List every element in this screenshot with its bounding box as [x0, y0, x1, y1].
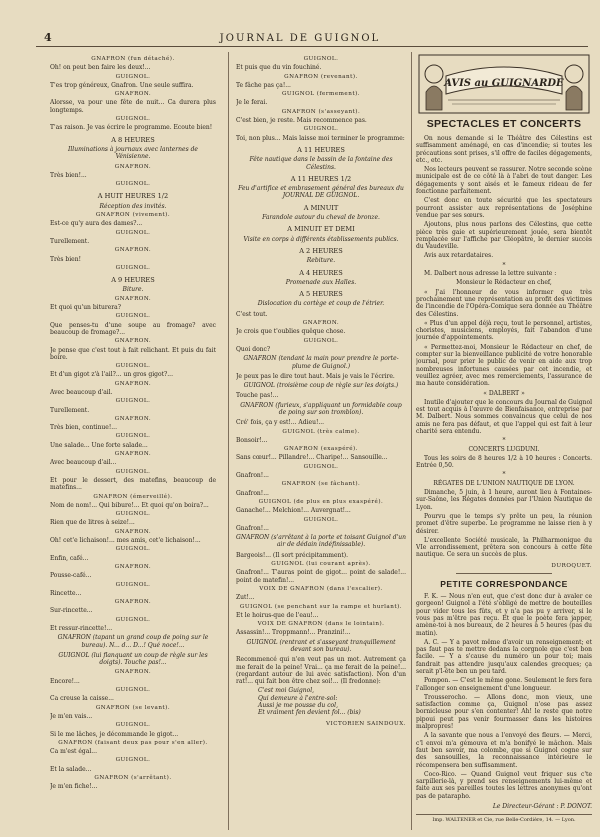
dialogue-line: Gnafron!...: [236, 524, 269, 532]
time-heading: A 8 HEURES: [111, 135, 155, 144]
correspondance-entry: Trousserocho. — Allons donc, mon vieux, une satisfaction comme ça, Guignol n'ose pas assez bornicleuse pour s'en contenter! Ah! le reste que notre pipoui peut pas venir fourmasser dans les histoires malpropres!: [416, 693, 592, 731]
dialogue-line: Très bien!...: [50, 171, 87, 179]
speaker-label: GNAFRON.: [302, 320, 340, 327]
dialogue-line: Assassin!... Troppmann!... Pranzini!...: [236, 629, 351, 637]
stage-direction: Dislocation du cortège et coup de l'étrier.: [257, 300, 385, 308]
dialogue-line: Et le hoirus-que de l'eau!...: [236, 611, 319, 619]
time-heading: A 2 HEURES: [299, 246, 343, 255]
column-right: [416, 54, 592, 834]
stage-direction: GUIGNOL (troisième coup de règle sur les doigts.): [243, 382, 399, 390]
time-heading: A 4 HEURES: [299, 268, 343, 277]
correspondance-entry: A la savante que nous a l'envoyé des fleurs. — Merci, c'l envoi m'a gémouva et m'a bonifyé le mâchon. Mais faut ben savoir, ma colombe, que si Guignol cogne sur des sansouilles, la reconnaissance intérieure le récompensera ben suffisamment.: [416, 732, 592, 769]
time-heading: A 5 HEURES: [299, 290, 343, 299]
letter-paragraph: « J'ai l'honneur de vous informer que très prochainement une représentation au profit des victimes de l'incendie de l'Opéra-Comique sera donnée au Théâtre des Célestins.: [416, 288, 592, 318]
speaker-label: GNAFRON.: [114, 528, 152, 535]
speaker-label: GUIGNOL.: [115, 313, 151, 320]
speaker-label: GUIGNOL.: [303, 463, 339, 470]
dialogue-line: Et ressur-rincette!...: [50, 625, 113, 632]
speaker-label: GUIGNOL.: [115, 581, 151, 588]
separator-stars: *: [502, 437, 506, 445]
spectacles-paragraph: Nos lecteurs peuvent se rassurer. Notre seconde scène municipale est de ce côté là à l'abri de tout danger. Les dégagements y sont aisés et le fameux rideau de fer fonctionne parfaitement.: [416, 166, 592, 196]
speaker-label: GNAFRON.: [114, 380, 152, 387]
stage-direction: GNAFRON (s'arrêtant à la porte et toisant Guignol d'un air de dédain indéfinissable).: [236, 534, 406, 549]
dialogue-line: Rien que de litres à seize!...: [50, 519, 135, 527]
banner-text: AVIS au GUIGNARDE: [444, 78, 564, 89]
dialogue-line: Très bien, continue!...: [50, 424, 117, 432]
concerts-title: CONCERTS LUGDUNI.: [468, 445, 540, 453]
time-heading: A 11 HEURES 1/2: [290, 174, 352, 183]
dialogue-line: Bonsoir!...: [236, 436, 268, 444]
speaker-label: GNAFRON (faisant deux pas pour s'en aller).: [58, 739, 208, 746]
speaker-label: GUIGNOL (de plus en plus exaspéré).: [258, 498, 384, 505]
dialogue-line: Est-ce qu'y aura des dames?...: [50, 220, 143, 228]
correspondance-entry: A. C. — Y a pavot même d'avoir un renseignement; et pas faut pas te mettre dedans la corgnole que c'est bon facile. — Y a s'cause du numéro un pour toi; mais fandrait pas attendre jusqu'aux calendes grecques; ça serait p'l-ête ben un peu tard.: [416, 638, 592, 675]
stage-direction: GUIGNOL (rentrant et s'asseyant tranquillement devant son bureau).: [246, 638, 396, 653]
speaker-label: GUIGNOL.: [115, 468, 151, 475]
speaker-label: GUIGNOL.: [115, 687, 151, 694]
column-middle: [236, 54, 406, 834]
correspondance-entry: F. K. — Nous n'en eut, que c'est donc dur à avaler ce gorgeon! Guignol a l'été s'obligé de mettre de bouteilles pour vider tous les fûts, et y n'a pas pu y arriver, si le vous pas m'être pas reçu. Et que le poète fera japper, amène-toi à nos bureaux, de 2 heures à 5 heures (pas du matin).: [416, 593, 592, 637]
column-left: [50, 54, 216, 834]
speaker-label: GUIGNOL.: [115, 757, 151, 764]
program-item: Réception des invités.: [99, 202, 167, 210]
dialogue-line: Et la salade...: [50, 765, 92, 773]
dialogue-line: Pousse-café...: [50, 572, 92, 580]
speaker-label: GUIGNOL (très calme).: [282, 428, 360, 435]
dialogue-line: Oh! cet'e lichaison!... mes amis, cet'e lichaison!...: [50, 537, 201, 545]
dialogue-line: Je pense que c'est tout à fait relichant. Et puis du fait boire.: [50, 346, 216, 361]
speaker-label: GUIGNOL.: [303, 56, 339, 62]
dialogue-line: C'est tout.: [236, 310, 268, 318]
speaker-label: GNAFRON (s'arrêtant).: [94, 775, 172, 782]
regates-title: RÉGATES DE L'UNION NAUTIQUE DE LYON.: [433, 479, 575, 487]
dialogue-line: Je peux pas le dire tout haut. Mais je vais le l'écrire.: [236, 372, 395, 380]
dialogue-line: Ganache!... Melchion!... Auvergnat!...: [236, 507, 351, 515]
speaker-label: GNAFRON.: [114, 247, 152, 254]
correspondance-heading: PETITE CORRESPONDANCE: [440, 579, 568, 590]
program-item: Biture.: [122, 286, 144, 294]
dialogue-line: Très bien!: [50, 255, 81, 263]
dialogue-line: Je le ferai.: [236, 99, 268, 107]
dialogue-line: Oh! on peut ben faire les deux!...: [50, 64, 151, 72]
speaker-label: GUIGNOL.: [115, 546, 151, 553]
dialogue-line: Cré' fois, ça y est!... Adieu!...: [236, 419, 325, 427]
dialogue-line: Et puis que du vin fouchiné.: [236, 64, 322, 72]
separator-stars: *: [502, 471, 506, 479]
time-heading: A 11 HEURES: [297, 145, 345, 154]
letter-paragraph: « Plus d'un appel déjà reçu, tout le personnel, artistes, choristes, musiciens, employés, fait l'abandon d'une journée d'appointements.: [416, 319, 592, 342]
dialogue-line: Je m'en fiche!...: [50, 783, 98, 791]
speaker-label: GUIGNOL (fermement).: [281, 91, 361, 98]
dialogue-line: Je crois que t'oublies quêque chose.: [236, 328, 346, 336]
page-number: 4: [44, 31, 52, 44]
section-rule: [456, 573, 552, 574]
stage-direction: Rebiture.: [306, 257, 336, 265]
speaker-label: GNAFRON (revenant).: [284, 73, 358, 80]
dialogue-line: Et pour le dessert, des matefins, beaucoup de matefins...: [50, 476, 216, 492]
dialogue-line: Ca m'est égal...: [50, 748, 97, 756]
dialogue-line: C'est bien, je reste. Mais recommence pas.: [236, 117, 367, 125]
speaker-label: GNAFRON (s'asseyant).: [281, 108, 361, 115]
verse-line: Qui demeure à l'entre-sol:: [258, 694, 338, 702]
speaker-label: GUIGNOL.: [115, 722, 151, 729]
stage-direction: Illuminations à journaux avec lanternes de Vénisienne.: [68, 145, 198, 161]
speaker-label: GUIGNOL.: [115, 433, 151, 440]
speaker-label: GNAFRON.: [114, 669, 152, 676]
column-divider: [411, 52, 412, 830]
song-verse: [236, 687, 406, 716]
stage-direction: GUIGNOL (lui flanquant un coup de règle sur les doigts). Touche pas!...: [58, 651, 208, 667]
dialogue-line: Enfin, café...: [50, 554, 89, 562]
regates-paragraph: Dimanche, 5 juin, à 1 heure, auront lieu à Fontaines-sur-Saône, les Régates données par l'Union Nautique de Lyon.: [416, 489, 592, 511]
speaker-label: GUIGNOL.: [115, 264, 151, 271]
dialogue-line: Nom de nom!... Qui bibure!... Et quoi qu'on boira?...: [50, 501, 209, 509]
letter-signature: « DALBERT »: [483, 389, 525, 397]
dialogue-line: Je m'en vais...: [50, 712, 93, 720]
author-signature: VICTORIEN SAINDOUX.: [325, 720, 406, 727]
dialogue-line: Toi, non plus... Mais laisse moi terminer le programme:: [236, 134, 405, 142]
dialogue-line: Avec beaucoup d'ail.: [50, 388, 113, 396]
speaker-label: GUIGNOL.: [115, 181, 151, 188]
verse-line: Aussi je me pousse du col,: [258, 702, 338, 710]
speaker-label: GNAFRON.: [114, 338, 152, 345]
speaker-label: GNAFRON.: [114, 415, 152, 422]
speaker-label: GNAFRON.: [114, 163, 152, 170]
speaker-label: GUIGNOL.: [303, 516, 339, 523]
note-paragraph: Inutile d'ajouter que le concours du Journal de Guignol est tout acquis à l'œuvre de Bienfaisance, entreprise par M. Dalbert. Nous sommes convaincus que celui de nos amis ne fera pas défaut, et que l'appel qui est fait à leur charité sera entendu.: [416, 398, 592, 435]
dialogue-line: Zut!...: [236, 594, 255, 602]
stage-direction: Visite en corps à différents établissements publics.: [243, 235, 399, 243]
regates-paragraph: L'excellente Société musicale, la Philharmonique du VIe arrondissement, prêtera son concours à cette fête nautique. Ce sera un succès de plus.: [416, 536, 592, 559]
avis-banner-illustration: [418, 54, 590, 114]
spectacles-heading: SPECTACLES ET CONCERTS: [426, 118, 582, 130]
gerant-signature: Le Directeur-Gérant : P. DONOT.: [492, 803, 592, 811]
speaker-label: GUIGNOL.: [115, 116, 151, 123]
speaker-label: GNAFRON (se levant).: [95, 704, 171, 711]
speaker-label: GNAFRON (fun détaché).: [91, 56, 175, 62]
letter-paragraph: « Permettez-moi, Monsieur le Rédacteur en chef, de compter sur la bienveillance publicité de votre honorable journal, pour prier le public de venir en aide aux trop nombreuses infortunes causées par cet incendie, et veuillez agréer, avec mes remerciements, l'assurance de ma haute considération.: [416, 343, 592, 388]
dialogue-line: Avec beaucoup d'ail...: [50, 459, 117, 467]
dialogue-line: Ca creuse la caisse...: [50, 695, 114, 703]
stage-direction: GNAFRON (tendant la main pour prendre le porte-plume de Guignol.): [243, 355, 399, 370]
stage-direction: GNAFRON (furieux, s'appliquant un formidable coup de poing sur son tromblon).: [240, 401, 402, 416]
separator-stars: *: [502, 261, 506, 269]
speaker-label: GNAFRON (exaspéré).: [284, 446, 358, 453]
time-heading: A MINUIT ET DEMI: [287, 225, 355, 234]
dialogue-line: Alorsse, va pour une fête de nuit... Ca durera plus longtemps.: [50, 99, 216, 114]
dialogue-line: Gnafron!...: [236, 489, 269, 497]
letter-salutation: Monsieur le Rédacteur en chef,: [456, 279, 552, 287]
time-heading: A MINUIT: [303, 203, 339, 212]
speaker-label: GUIGNOL.: [115, 398, 151, 405]
dialogue-line: Et quoi qu'un biturera?: [50, 304, 121, 312]
time-heading: A 9 HEURES: [111, 276, 155, 285]
correspondance-entry: Pompon. — C'est le même gone. Seulement le fers fera l'allonger son enseignement d'une longueur.: [416, 677, 592, 692]
speaker-label: GNAFRON (émerveillé).: [93, 493, 173, 500]
page-header: [0, 0, 600, 44]
dialogue-line: Touche pas!...: [236, 392, 279, 400]
dialogue-line: T'as raison. Je vas écrire le programme. Ecoute bien!: [50, 124, 213, 132]
dialogue-line: Turellement.: [50, 237, 90, 245]
speaker-label: VOIX DE GNAFRON (dans le lointain).: [257, 621, 385, 628]
spectacles-paragraph: C'est donc en toute sécurité que les spectateurs pourront assister aux représentations de Joséphine vendue par ses sœurs.: [416, 197, 592, 219]
speaker-label: GNAFRON.: [114, 295, 152, 302]
speaker-label: GUIGNOL.: [115, 616, 151, 623]
dialogue-line: Te fâche pas ça!...: [236, 81, 291, 89]
duroquet-signature: DUROQUET.: [551, 562, 592, 569]
correspondance-entry: Coco-Rico. — Quand Guignol veut friquer sus c'te sarpillerie-là, y prend ses renseignements lui-même et faite aux ses pareilles toutes les lettres anonymes qu'ont pas de patarapho.: [416, 770, 592, 800]
speaker-label: GUIGNOL.: [303, 126, 339, 133]
dialogue-line: Bargeois!... (Il sort précipitamment).: [236, 551, 349, 559]
stage-direction: Fête nautique dans le bassin de la fontaine des Célestins.: [249, 156, 393, 171]
dialogue-line: Si le me lâches, je décommande le gigot...: [50, 730, 179, 738]
spectacles-paragraph: On nous demande si le Théâtre des Célestins est suffisamment aménagé, en cas d'incendie; si toutes les précautions sont prises, s'il offre de faciles dégagements, etc., etc.: [416, 135, 592, 164]
speaker-label: GNAFRON.: [114, 451, 152, 458]
header-rule: [36, 46, 588, 47]
dialogue-line: Que penses-tu d'une soupe au fromage? avec beaucoup de fromage?...: [50, 321, 216, 336]
speaker-label: GUIGNOL.: [115, 363, 151, 370]
speaker-label: GUIGNOL (lui courant après).: [271, 561, 371, 568]
speaker-label: GUIGNOL (se penchant sur la rampe et hurlant).: [239, 603, 403, 610]
speaker-label: VOIX DE GNAFRON (dans l'escalier).: [259, 585, 383, 592]
dialogue-line: Sans cœur!... Pillandre!... Charipe!... Sansouille...: [236, 454, 388, 462]
printer-footer: Imp. WALTENER et Cie, rue Belle-Cordière, 14. — Lyon.: [416, 814, 592, 824]
stage-direction: Promenade aux Halles.: [285, 278, 357, 286]
speaker-label: GNAFRON.: [114, 599, 152, 606]
stage-direction: Feu d'artifice et embrasement général des bureaux du JOURNAL DE GUIGNOL.: [238, 185, 404, 200]
dialogue-line: Encore!...: [50, 677, 80, 685]
speaker-label: GNAFRON.: [114, 563, 152, 570]
speaker-label: GNAFRON.: [114, 91, 152, 98]
dialogue-line: Une salade... Une forte salade...: [50, 441, 148, 449]
dialogue-line: Et d'un gigot z'à l'ail?... un gros gigot?...: [50, 371, 173, 379]
dialogue-line: Recommencé qui n'en veut pas un mot. Autrement ça me ferait de la peine! Vrai... ça me ferait de la peine!... (regardant autour de lui avec satisfaction). Non d'un rat!... qui fait bon être chez soi!... (Il fredonne):: [236, 656, 406, 686]
verse-line: C'est moi Guignol,: [258, 687, 315, 695]
dialogue-line: Gnafron!... T'auras point de gigot... point de salade!... point de matefin!...: [236, 569, 406, 584]
concerts-text: Tous les soirs de 8 heures 1/2 à 10 heures : Concerts. Entrée 0,50.: [416, 454, 592, 470]
stage-direction: GNAFRON (tapant un grand coup de poing sur le bureau). N... d... D...! Qué noce!...: [57, 634, 209, 649]
speaker-label: GUIGNOL.: [303, 337, 339, 344]
dialogue-line: Quoi donc?: [236, 345, 271, 353]
dialogue-line: Rincette...: [50, 589, 82, 597]
time-heading: A HUIT HEURES 1/2: [97, 192, 169, 201]
spectacles-paragraph: Ajoutons, plus nous parlons des Célestins, que cette pièce très gaie et supérieurement jouée, sera bientôt remplacée sur l'affiche par Cléopâtre, le dernier succès du Vaudeville.: [416, 221, 592, 251]
dialogue-line: Turellement.: [50, 406, 90, 414]
spectacles-paragraph: Avis aux retardataires.: [424, 252, 494, 260]
column-divider: [228, 52, 229, 830]
dialogue-line: Sur-rincette...: [50, 607, 93, 615]
dalbert-intro: M. Dalbert nous adresse la lettre suivante :: [424, 270, 557, 278]
speaker-label: GNAFRON (se fâchant).: [281, 481, 361, 488]
dialogue-line: Gnafron!...: [236, 472, 269, 480]
dialogue-line: T'es trop généreux, Gnafron. Une seule suffira.: [50, 81, 194, 89]
verse-line: Et vraiment fen devient fol... (bis): [258, 709, 361, 717]
speaker-label: GNAFRON (vivement).: [95, 212, 171, 219]
speaker-label: GUIGNOL.: [115, 511, 151, 518]
journal-title: JOURNAL DE GUIGNOL: [219, 33, 381, 44]
stage-direction: Farandole autour du cheval de bronze.: [262, 214, 380, 222]
speaker-label: GUIGNOL.: [115, 73, 151, 80]
speaker-label: GUIGNOL.: [115, 229, 151, 236]
regates-paragraph: Pourvu que le temps s'y prête un peu, la réunion promet d'être superbe. Le programme ne laisse rien à y désirer.: [416, 512, 592, 535]
